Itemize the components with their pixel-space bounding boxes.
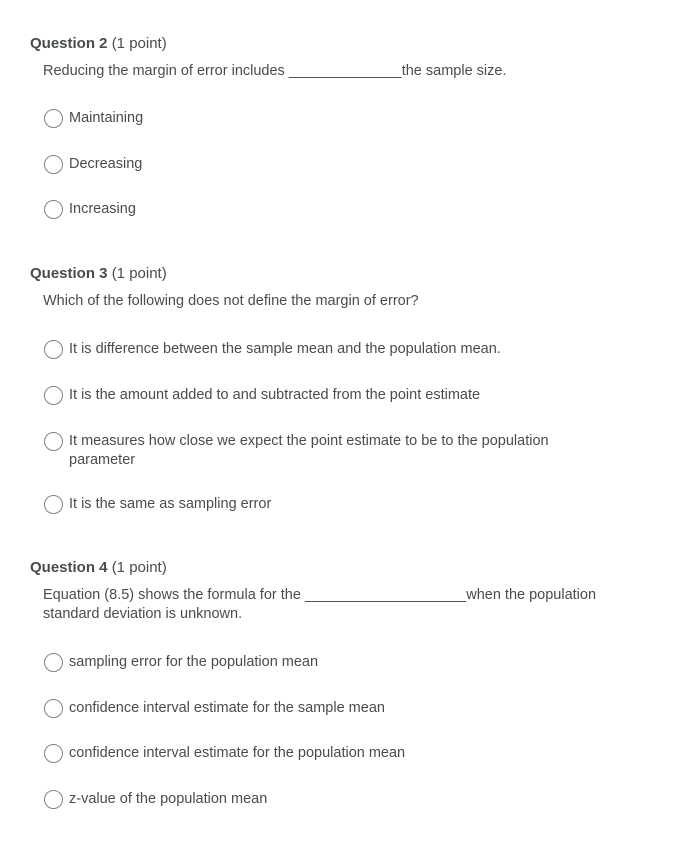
radio-button[interactable] (44, 200, 63, 219)
question-prompt: Equation (8.5) shows the formula for the ____________________when the population standard deviation is unknown. (43, 587, 597, 622)
question-number: Question 2 (30, 35, 108, 52)
question-header (30, 34, 167, 54)
answer-option[interactable] (44, 155, 644, 174)
question-header (30, 264, 167, 284)
question-prompt: Which of the following does not define the margin of error? (43, 293, 419, 309)
answer-option[interactable] (44, 432, 644, 470)
question-prompt: Reducing the margin of error includes ______________the sample size. (43, 63, 507, 79)
answer-option[interactable] (44, 109, 644, 128)
answer-option[interactable] (44, 386, 644, 405)
answer-option[interactable] (44, 744, 644, 763)
answer-option[interactable] (44, 495, 644, 514)
radio-button[interactable] (44, 109, 63, 128)
radio-button[interactable] (44, 155, 63, 174)
radio-button[interactable] (44, 340, 63, 359)
answer-option-label[interactable]: z-value of the population mean (69, 791, 268, 807)
radio-button[interactable] (44, 432, 63, 451)
question-points: (1 point) (111, 559, 167, 576)
radio-button[interactable] (44, 653, 63, 672)
radio-button[interactable] (44, 744, 63, 763)
answer-option[interactable] (44, 200, 644, 219)
answer-option-label[interactable]: It is difference between the sample mean and the population mean. (69, 341, 501, 357)
answer-option[interactable] (44, 653, 644, 672)
radio-button[interactable] (44, 386, 63, 405)
answer-option-label[interactable]: confidence interval estimate for the sample mean (69, 700, 385, 716)
radio-button[interactable] (44, 790, 63, 809)
radio-button[interactable] (44, 495, 63, 514)
question-number: Question 4 (30, 559, 108, 576)
answer-option-label[interactable]: It is the same as sampling error (69, 496, 272, 512)
answer-option-label[interactable]: confidence interval estimate for the population mean (69, 745, 406, 761)
answer-option-label[interactable]: Increasing (69, 201, 136, 217)
answer-option-label[interactable]: Maintaining (69, 110, 144, 126)
question-number: Question 3 (30, 265, 108, 282)
radio-button[interactable] (44, 699, 63, 718)
answer-option[interactable] (44, 790, 644, 809)
answer-option-label[interactable]: Decreasing (69, 156, 143, 172)
question-points: (1 point) (111, 265, 167, 282)
answer-option[interactable] (44, 699, 644, 718)
answer-option-label[interactable]: It is the amount added to and subtracted from the point estimate (69, 387, 481, 403)
answer-option-label[interactable]: It measures how close we expect the point estimate to be to the population parameter (69, 433, 549, 468)
question-points: (1 point) (111, 35, 167, 52)
answer-option-label[interactable]: sampling error for the population mean (69, 654, 319, 670)
answer-option[interactable] (44, 340, 644, 359)
question-header (30, 558, 167, 578)
